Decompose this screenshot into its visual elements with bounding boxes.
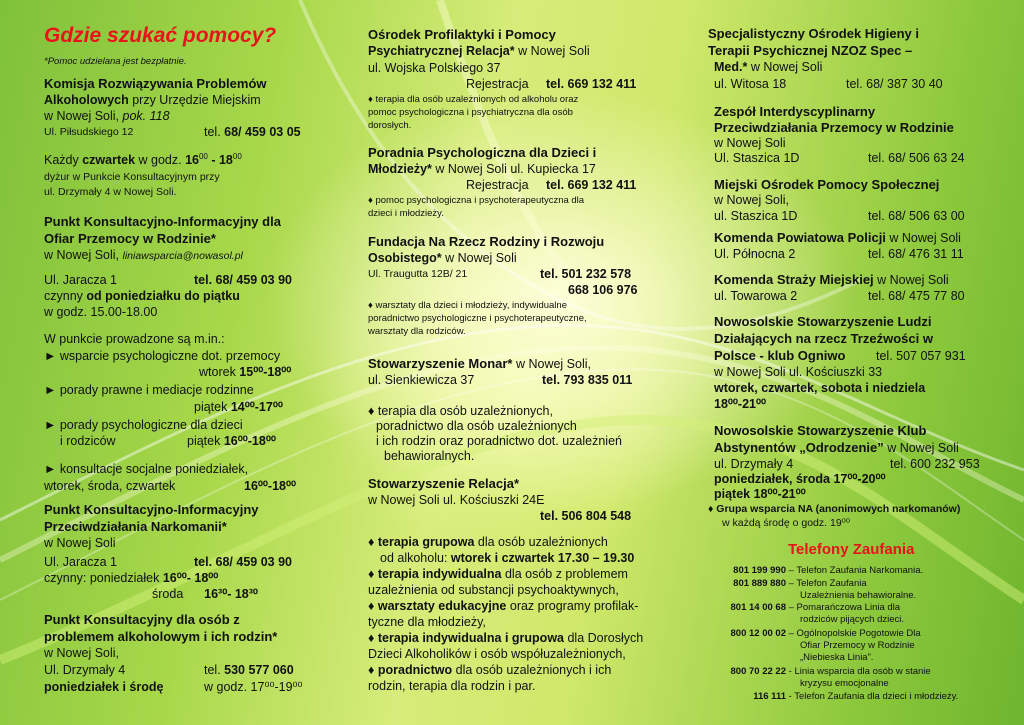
osrodek-address: ul. Wojska Polskiego 37 [368, 61, 501, 75]
policja-phone: tel. 68/ 476 31 11 [868, 247, 964, 261]
mops-location: w Nowej Soli, [714, 193, 790, 207]
straz-heading: Komenda Straży Miejskiej w Nowej Soli [714, 272, 949, 287]
osrodek-registration-label: Rejestracja [466, 77, 529, 91]
punkt-przemoc-open: czynny od poniedziałku do piątku [44, 289, 240, 303]
trust-phone-row [702, 666, 931, 678]
komisja-phone: tel. 68/ 459 03 05 [204, 125, 301, 139]
relacja-address: w Nowej Soli ul. Kościuszki 24E [368, 493, 545, 507]
punkt-alkohol-heading-2: problemem alkoholowym i ich rodzin* [44, 629, 278, 644]
fundacja-phone: tel. 501 232 578 [540, 267, 632, 281]
relacja-item: ♦ warsztaty edukacyjne oraz programy profilak- [368, 599, 639, 613]
trust-phone-desc: – Telefon Zaufania Narkomania. [786, 565, 924, 576]
fundacja-heading-2: Osobistego* w Nowej Soli [368, 251, 517, 265]
spec-med-address: ul. Witosa 18 [714, 77, 787, 91]
zespol-location: w Nowej Soli [714, 136, 786, 150]
osrodek-heading: Ośrodek Profilaktyki i Pomocy [368, 27, 556, 42]
zespol-phone: tel. 68/ 506 63 24 [868, 151, 965, 165]
punkt-narkomania-address: Ul. Jaracza 1 [44, 555, 117, 569]
mops-phone: tel. 68/ 506 63 00 [868, 209, 965, 223]
poradnia-desc: ♦ pomoc psychologiczna i psychoterapeutyczna dla [368, 195, 585, 206]
trust-phone-row [702, 578, 867, 590]
na-group-info: ♦ Grupa wsparcia NA (anonimowych narkomanów) [708, 503, 961, 515]
trust-phone-number: 801 889 880 [733, 578, 786, 589]
punkt-alkohol-hours: w godz. 17⁰⁰-19⁰⁰ [204, 680, 303, 694]
service-item: ► konsultacje socjalne poniedziałek, [44, 462, 249, 476]
policja-address: Ul. Północna 2 [714, 247, 796, 261]
trust-phone-number: 801 14 00 68 [730, 602, 786, 613]
punkt-alkohol-phone: tel. 530 577 060 [204, 663, 294, 677]
fundacja-desc: warsztaty dla rodziców. [368, 326, 466, 337]
punkt-narkomania-heading-2: Przeciwdziałania Narkomanii* [44, 519, 227, 534]
trust-phone-desc: Uzależnienia behawioralne. [800, 590, 917, 601]
relacja-item-cont: Dzieci Alkoholików i osób współuzależnionych, [368, 647, 626, 661]
poradnia-desc: dzieci i młodzieży. [368, 208, 444, 219]
trust-phone-row [702, 590, 916, 602]
monar-desc: poradnictwo dla osób uzależnionych [376, 419, 577, 433]
relacja-item-cont: uzależnienia od substancji psychoaktywnych, [368, 583, 619, 597]
punkt-narkomania-heading: Punkt Konsultacyjno-Informacyjny [44, 502, 259, 517]
trust-phone-desc: rodziców pijących dzieci. [800, 614, 905, 625]
trust-phone-number: 800 70 22 22 [730, 666, 786, 677]
trust-phone-row [702, 614, 904, 626]
komisja-heading: Komisja Rozwiązywania Problemów [44, 76, 267, 91]
mops-heading: Miejski Ośrodek Pomocy Społecznej [714, 177, 940, 192]
punkt-narkomania-hours-2: środa 16³⁰- 18³⁰ [152, 587, 258, 601]
ogniwo-address: w Nowej Soli ul. Kościuszki 33 [714, 365, 883, 379]
poradnia-phone: tel. 669 132 411 [546, 178, 637, 192]
komisja-duty-place: ul. Drzymały 4 w Nowej Soli. [44, 186, 177, 198]
trust-phone-row [702, 565, 923, 577]
trust-phone-desc: – Telefon Zaufania [786, 578, 867, 589]
trust-phone-desc: kryzysu emocjonalne [800, 678, 889, 689]
services-list-heading: W punkcie prowadzone są m.in.: [44, 332, 225, 346]
trust-phone-desc: – Ogólnopolskie Pogotowie Dla [786, 628, 921, 639]
komisja-location: w Nowej Soli, pok. 118 [44, 109, 170, 123]
trust-phone-number: 801 199 990 [733, 565, 786, 576]
trust-phone-row [702, 640, 915, 652]
punkt-przemoc-heading-2: Ofiar Przemocy w Rodzinie* [44, 231, 216, 246]
poradnia-heading-2: Młodzieży* w Nowej Soli ul. Kupiecka 17 [368, 162, 596, 176]
service-time: wtorek 15⁰⁰-18⁰⁰ [199, 365, 292, 379]
straz-phone: tel. 68/ 475 77 80 [868, 289, 965, 303]
fundacja-desc: ♦ warsztaty dla dzieci i młodzieży, indywidualne [368, 300, 567, 311]
service-time: piątek 14⁰⁰-17⁰⁰ [194, 400, 283, 414]
straz-address: ul. Towarowa 2 [714, 289, 798, 303]
punkt-przemoc-hours: w godz. 15.00-18.00 [44, 305, 158, 319]
trust-phone-row [702, 652, 873, 664]
osrodek-desc: ♦ terapia dla osób uzależnionych od alkoholu oraz [368, 94, 579, 105]
free-help-note: *Pomoc udzielana jest bezpłatnie. [44, 56, 187, 67]
punkt-przemoc-heading: Punkt Konsultacyjno-Informacyjny dla [44, 214, 281, 229]
monar-heading: Stowarzyszenie Monar* w Nowej Soli, [368, 356, 591, 371]
service-time: 16⁰⁰-18⁰⁰ [244, 479, 297, 493]
trust-phone-desc: - Telefon Zaufania dla dzieci i młodzieży. [786, 691, 959, 702]
fundacja-address: Ul. Traugutta 12B/ 21 [368, 268, 468, 280]
trust-phone-desc: Ofiar Przemocy w Rodzinie [800, 640, 915, 651]
service-item-cont: i rodziców [60, 434, 116, 448]
service-item: ► porady prawne i mediacje rodzinne [44, 383, 254, 397]
punkt-przemoc-phone: tel. 68/ 459 03 90 [194, 273, 292, 287]
osrodek-desc: dorosłych. [368, 120, 412, 131]
punkt-narkomania-location: w Nowej Soli [44, 536, 116, 550]
trust-phone-desc: – Pomarańczowa Linia dla [786, 602, 901, 613]
spec-med-heading-2: Terapii Psychicznej NZOZ Spec – [708, 43, 913, 58]
komisja-duty-time: Każdy czwartek w godz. $16^{00} - 18^{00}$ [44, 152, 242, 167]
relacja-heading: Stowarzyszenie Relacja* [368, 476, 520, 491]
punkt-alkohol-days: poniedziałek i środę [44, 680, 164, 694]
poradnia-registration-label: Rejestracja [466, 178, 529, 192]
osrodek-desc: pomoc psychologiczna i psychiatryczna dla osób [368, 107, 573, 118]
osrodek-heading-2: Psychiatrycznej Relacja* w Nowej Soli [368, 44, 590, 58]
odrodzenie-heading-2: Abstynentów „Odrodzenie” w Nowej Soli [714, 440, 959, 455]
relacja-item: ♦ poradnictwo dla osób uzależnionych i ich [368, 663, 612, 677]
service-time: piątek 16⁰⁰-18⁰⁰ [187, 434, 276, 448]
telefony-zaufania-title: Telefony Zaufania [788, 541, 915, 558]
trust-phone-number: 800 12 00 02 [730, 628, 786, 639]
spec-med-phone: tel. 68/ 387 30 40 [846, 77, 943, 91]
odrodzenie-heading: Nowosolskie Stowarzyszenie Klub [714, 423, 927, 438]
zespol-address: Ul. Staszica 1D [714, 151, 800, 165]
odrodzenie-hours-2: piątek 18⁰⁰-21⁰⁰ [714, 487, 806, 501]
zespol-heading: Zespół Interdyscyplinarny [714, 104, 876, 119]
monar-desc: ♦ terapia dla osób uzależnionych, [368, 404, 553, 418]
relacja-item: ♦ terapia grupowa dla osób uzależnionych [368, 535, 608, 549]
odrodzenie-phone: tel. 600 232 953 [890, 457, 980, 471]
ogniwo-heading: Nowosolskie Stowarzyszenie Ludzi [714, 314, 932, 329]
punkt-alkohol-heading: Punkt Konsultacyjny dla osób z [44, 612, 240, 627]
relacja-phone: tel. 506 804 548 [540, 509, 632, 523]
punkt-przemoc-location: w Nowej Soli, liniawsparcia@nowasol.pl [44, 248, 243, 262]
odrodzenie-address: ul. Drzymały 4 [714, 457, 794, 471]
trust-phone-row [702, 678, 889, 690]
policja-heading: Komenda Powiatowa Policji w Nowej Soli [714, 230, 961, 245]
monar-phone: tel. 793 835 011 [542, 373, 633, 387]
trust-phone-desc: - Linia wsparcia dla osób w stanie [786, 666, 931, 677]
monar-desc: i ich rodzin oraz poradnictwo dot. uzależnień [376, 434, 622, 448]
ogniwo-hours: 18⁰⁰-21⁰⁰ [714, 397, 767, 411]
relacja-item-time: od alkoholu: wtorek i czwartek 17.30 – 19.30 [380, 551, 635, 565]
monar-desc: behawioralnych. [384, 449, 475, 463]
spec-med-heading: Specjalistyczny Ośrodek Higieny i [708, 26, 919, 41]
punkt-przemoc-address: Ul. Jaracza 1 [44, 273, 117, 287]
service-item: ► porady psychologiczne dla dzieci [44, 418, 243, 432]
komisja-address: Ul. Piłsudskiego 12 [44, 126, 134, 138]
relacja-item-cont: tyczne dla młodzieży, [368, 615, 486, 629]
relacja-item: ♦ terapia indywidualna i grupowa dla Dorosłych [368, 631, 644, 645]
zespol-heading-2: Przeciwdziałania Przemocy w Rodzinie [714, 120, 954, 135]
relacja-item-cont: rodzin, terapia dla rodzin i par. [368, 679, 536, 693]
punkt-narkomania-hours-1: czynny: poniedziałek 16⁰⁰- 18⁰⁰ [44, 571, 219, 585]
punkt-alkohol-address: Ul. Drzymały 4 [44, 663, 126, 677]
trust-phone-row [702, 628, 921, 640]
service-item: ► wsparcie psychologiczne dot. przemocy [44, 349, 281, 363]
komisja-duty-line: dyżur w Punkcie Konsultacyjnym przy [44, 171, 220, 183]
trust-phone-desc: „Niebieska Linia”. [800, 652, 874, 663]
na-group-time: w każdą środę o godz. 19⁰⁰ [722, 517, 851, 529]
osrodek-phone: tel. 669 132 411 [546, 77, 637, 91]
relacja-item: ♦ terapia indywidualna dla osób z problemem [368, 567, 628, 581]
page-title: Gdzie szukać pomocy? [44, 24, 277, 47]
fundacja-phone-2: 668 106 976 [568, 283, 638, 297]
service-item-cont: wtorek, środa, czwartek [44, 479, 176, 493]
punkt-alkohol-location: w Nowej Soli, [44, 646, 120, 660]
ogniwo-days: wtorek, czwartek, sobota i niedziela [714, 381, 926, 395]
spec-med-heading-3: Med.* w Nowej Soli [714, 60, 823, 74]
fundacja-desc: poradnictwo psychologiczne i psychoterapeutyczne, [368, 313, 587, 324]
mops-address: ul. Staszica 1D [714, 209, 798, 223]
ogniwo-heading-2: Działających na rzecz Trzeźwości w [714, 331, 933, 346]
trust-phone-number: 116 111 [753, 691, 786, 702]
ogniwo-phone: tel. 507 057 931 [876, 349, 966, 363]
komisja-heading-line2: Alkoholowych przy Urzędzie Miejskim [44, 93, 261, 107]
poradnia-heading: Poradnia Psychologiczna dla Dzieci i [368, 145, 597, 160]
punkt-narkomania-phone: tel. 68/ 459 03 90 [194, 555, 292, 569]
trust-phone-row [702, 602, 900, 614]
ogniwo-heading-3: Polsce - klub Ogniwo [714, 348, 846, 363]
fundacja-heading: Fundacja Na Rzecz Rodziny i Rozwoju [368, 234, 605, 249]
trust-phone-row [702, 691, 958, 703]
monar-address: ul. Sienkiewicza 37 [368, 373, 475, 387]
odrodzenie-hours-1: poniedziałek, środa 17⁰⁰-20⁰⁰ [714, 472, 886, 486]
